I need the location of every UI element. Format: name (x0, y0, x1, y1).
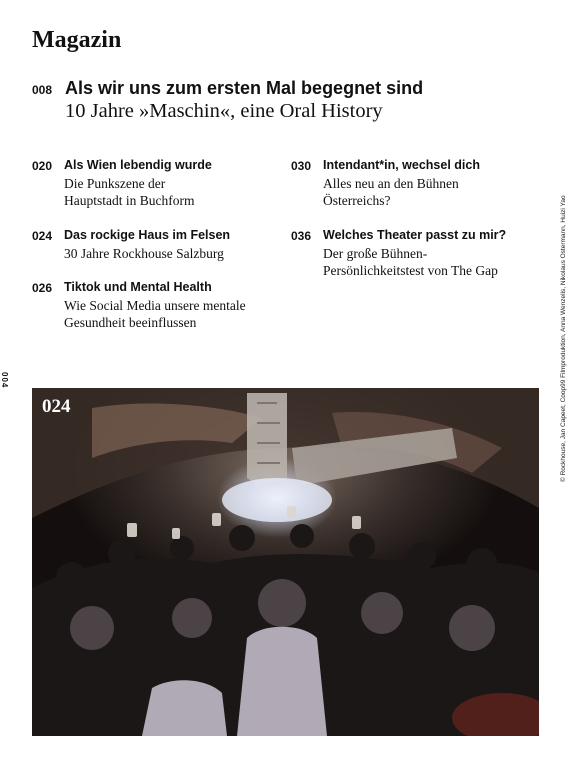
photo-page-tag: 024 (42, 396, 71, 417)
toc-headline: Welches Theater passt zu mir? (323, 228, 507, 242)
page-number: 004 (0, 372, 9, 389)
photo-illustration (32, 388, 539, 736)
toc-page-number: 030 (291, 159, 312, 173)
feature-subline: 10 Jahre »Maschin«, eine Oral History (65, 100, 383, 122)
toc-page-number: 020 (32, 159, 53, 173)
toc-subline: 30 Jahre Rockhouse Salzburg (64, 246, 224, 261)
toc-subline: Wie Social Media unsere mentale Gesundheit beeinflussen (64, 298, 246, 330)
toc-page-number: 036 (291, 229, 312, 243)
feature-page-number: 008 (32, 83, 53, 97)
photo-credit: © Rockhouse, Jan Capeet, Coop99 Filmproduktion, Anna Wenzelis, Nikolaus Ostermann, Huizi Yao (560, 195, 567, 482)
toc-subline: Die Punkszene der Hauptstadt in Buchform (64, 176, 195, 208)
toc-subline: Alles neu an den Bühnen Österreichs? (323, 176, 459, 208)
toc-headline: Als Wien lebendig wurde (64, 158, 212, 172)
toc-headline: Tiktok und Mental Health (64, 280, 212, 294)
section-title: Magazin (32, 27, 122, 53)
concert-photo[interactable] (32, 388, 539, 736)
feature-headline: Als wir uns zum ersten Mal begegnet sind (65, 78, 424, 98)
toc-subline: Der große Bühnen-Persönlichkeitstest von The Gap (323, 246, 498, 278)
toc-page-number: 024 (32, 229, 53, 243)
toc-headline: Intendant*in, wechsel dich (323, 158, 480, 172)
toc-page-number: 026 (32, 281, 53, 295)
toc-headline: Das rockige Haus im Felsen (64, 228, 231, 242)
